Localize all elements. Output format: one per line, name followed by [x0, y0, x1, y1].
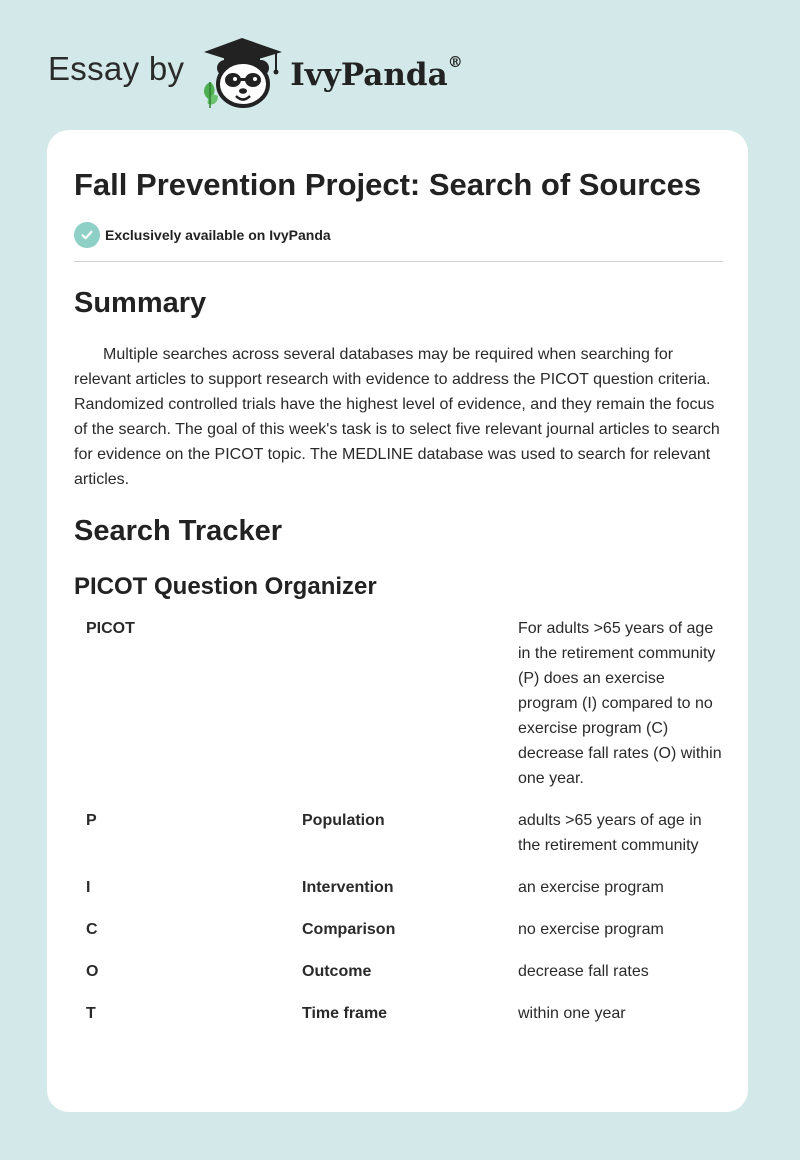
picot-value-cell: no exercise program — [518, 921, 664, 938]
picot-value-cell: adults >65 years of age in the retirement community — [518, 812, 702, 854]
picot-organizer-heading: PICOT Question Organizer — [74, 573, 377, 600]
essay-by-label: Essay by — [48, 50, 185, 87]
table-row — [74, 959, 723, 1001]
picot-code-cell: I — [86, 879, 91, 896]
picot-code-cell: O — [86, 963, 99, 980]
article-card — [47, 130, 748, 1112]
page-title: Fall Prevention Project: Search of Sources — [74, 167, 702, 202]
picot-code-cell: PICOT — [86, 620, 135, 637]
picot-table — [74, 616, 723, 1043]
picot-code-cell: T — [86, 1005, 96, 1022]
picot-label-cell: Outcome — [302, 963, 372, 980]
picot-code-cell: C — [86, 921, 98, 938]
table-row — [74, 808, 723, 875]
table-row — [74, 616, 723, 808]
picot-label-cell — [302, 616, 518, 808]
exclusive-badge-label: Exclusively available on IvyPanda — [105, 227, 331, 243]
picot-value-cell: For adults >65 years of age in the retirement community (P) does an exercise program (I) compared to no exercise program (C) decrease fall rates (O) within one year. — [518, 620, 722, 787]
table-row — [74, 1001, 723, 1043]
picot-label-cell: Population — [302, 812, 385, 829]
picot-value-cell: an exercise program — [518, 879, 664, 896]
article-content — [74, 130, 723, 1043]
brand-name[interactable]: IvyPanda® — [290, 53, 463, 93]
picot-value-cell: decrease fall rates — [518, 963, 649, 980]
picot-label-cell: Intervention — [302, 879, 394, 896]
table-row — [74, 917, 723, 959]
picot-label-cell: Time frame — [302, 1005, 388, 1022]
picot-label-cell: Comparison — [302, 921, 396, 938]
panda-graduate-icon — [198, 34, 286, 110]
picot-value-cell: within one year — [518, 1005, 626, 1022]
summary-heading: Summary — [74, 287, 207, 319]
summary-paragraph: Multiple searches across several databases may be required when searching for relevant articles to support research with evidence to address the PICOT question criteria. Randomized controlled trials have the highest level of evidence, and they remain the focus of the search. The goal of this week's task is to select five relevant journal articles to search for evidence on the PICOT topic. The MEDLINE database was used to search for relevant articles. — [74, 346, 720, 488]
search-tracker-heading: Search Tracker — [74, 515, 282, 547]
divider — [74, 261, 723, 262]
check-circle-icon — [74, 222, 100, 248]
exclusive-badge — [74, 222, 723, 248]
picot-code-cell: P — [86, 812, 97, 829]
table-row — [74, 875, 723, 917]
site-header — [48, 34, 463, 110]
